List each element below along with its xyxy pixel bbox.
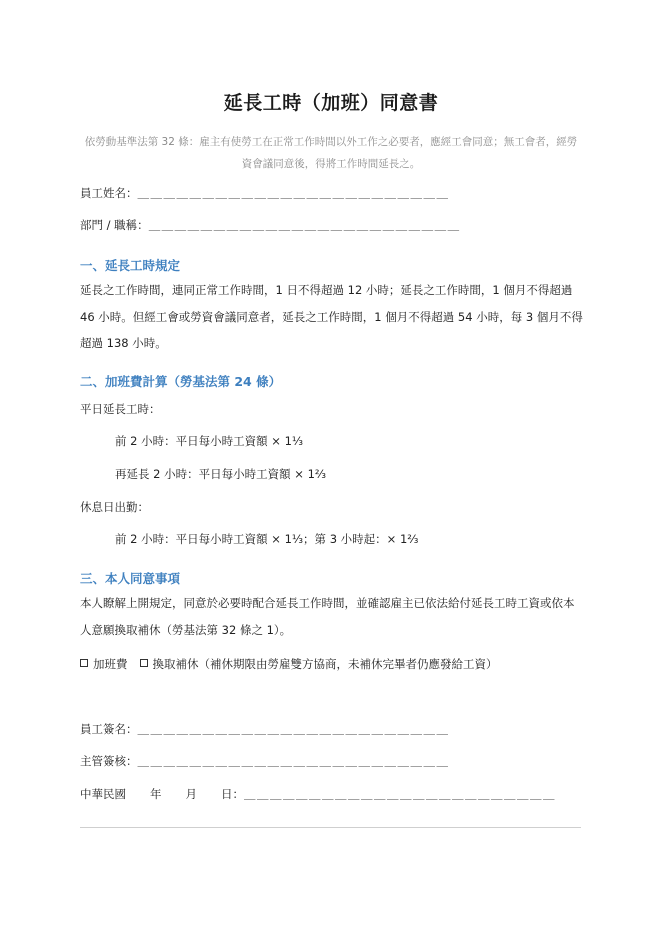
option-overtime-pay-label: 加班費 xyxy=(93,657,128,671)
weekday-rate-line-2: 再延長 2 小時：平日每小時工資額 × 1⅔ xyxy=(115,467,327,481)
option-compensatory-leave[interactable] xyxy=(140,657,498,671)
supervisor-approval-row xyxy=(80,753,450,769)
footer-divider xyxy=(80,827,581,828)
date-row xyxy=(80,786,556,802)
checkbox-icon[interactable] xyxy=(140,659,148,667)
department-row xyxy=(80,217,461,233)
option-overtime-pay[interactable] xyxy=(80,657,128,671)
employee-signature-row xyxy=(80,721,450,737)
compensation-options xyxy=(80,656,498,672)
restday-work-label: 休息日出勤： xyxy=(80,500,149,514)
employee-signature-label: 員工簽名： xyxy=(80,722,138,736)
month-label: 月 xyxy=(185,787,197,801)
section3-heading: 三、本人同意事項 xyxy=(80,571,181,586)
supervisor-approval-field[interactable]: ＿＿＿＿＿＿＿＿＿＿＿＿＿＿＿＿＿＿＿＿＿＿＿＿ xyxy=(137,754,450,768)
checkbox-icon[interactable] xyxy=(80,659,88,667)
intro-text: 依勞動基準法第 32 條：雇主有使勞工在正常工作時間以外工作之必要者，應經工會同意；無工會者，經勞資會議同意後，得將工作時間延長之。 xyxy=(84,136,578,170)
restday-rate-line: 前 2 小時：平日每小時工資額 × 1⅓；第 3 小時起：× 1⅔ xyxy=(115,532,419,546)
employee-name-label: 員工姓名： xyxy=(80,186,138,200)
supervisor-approval-label: 主管簽核： xyxy=(80,754,138,768)
section1-heading: 一、延長工時規定 xyxy=(80,258,181,273)
section2-heading: 二、加班費計算（勞基法第 24 條） xyxy=(80,374,282,389)
department-field[interactable]: ＿＿＿＿＿＿＿＿＿＿＿＿＿＿＿＿＿＿＿＿＿＿＿＿ xyxy=(148,218,461,232)
date-field[interactable]: ＿＿＿＿＿＿＿＿＿＿＿＿＿＿＿＿＿＿＿＿＿＿＿＿ xyxy=(244,787,556,801)
department-label: 部門 / 職稱： xyxy=(80,218,149,232)
option-compensatory-leave-label: 換取補休（補休期限由勞雇雙方協商，未補休完畢者仍應發給工資） xyxy=(152,657,498,671)
section1-body: 延長之工作時間，連同正常工作時間，1 日不得超過 12 小時；延長之工作時間，1 個月不得超過 46 小時。但經工會或勞資會議同意者，延長之工作時間，1 個月不得超過 54 小時，每 3 個月不得超過 138 小時。 xyxy=(80,283,583,350)
weekday-rate-line-1: 前 2 小時：平日每小時工資額 × 1⅓ xyxy=(115,434,304,448)
date-prefix: 中華民國 xyxy=(80,787,126,801)
employee-name-field[interactable]: ＿＿＿＿＿＿＿＿＿＿＿＿＿＿＿＿＿＿＿＿＿＿＿＿ xyxy=(137,186,450,200)
year-label: 年 xyxy=(150,787,162,801)
day-label: 日： xyxy=(221,787,244,801)
employee-name-row xyxy=(80,185,450,201)
weekday-overtime-label: 平日延長工時： xyxy=(80,402,161,416)
employee-signature-field[interactable]: ＿＿＿＿＿＿＿＿＿＿＿＿＿＿＿＿＿＿＿＿＿＿＿＿ xyxy=(137,722,450,736)
document-title: 延長工時（加班）同意書 xyxy=(223,92,439,114)
section3-body: 本人瞭解上開規定，同意於必要時配合延長工作時間，並確認雇主已依法給付延長工時工資或依本人意願換取補休（勞基法第 32 條之 1）。 xyxy=(80,596,575,637)
